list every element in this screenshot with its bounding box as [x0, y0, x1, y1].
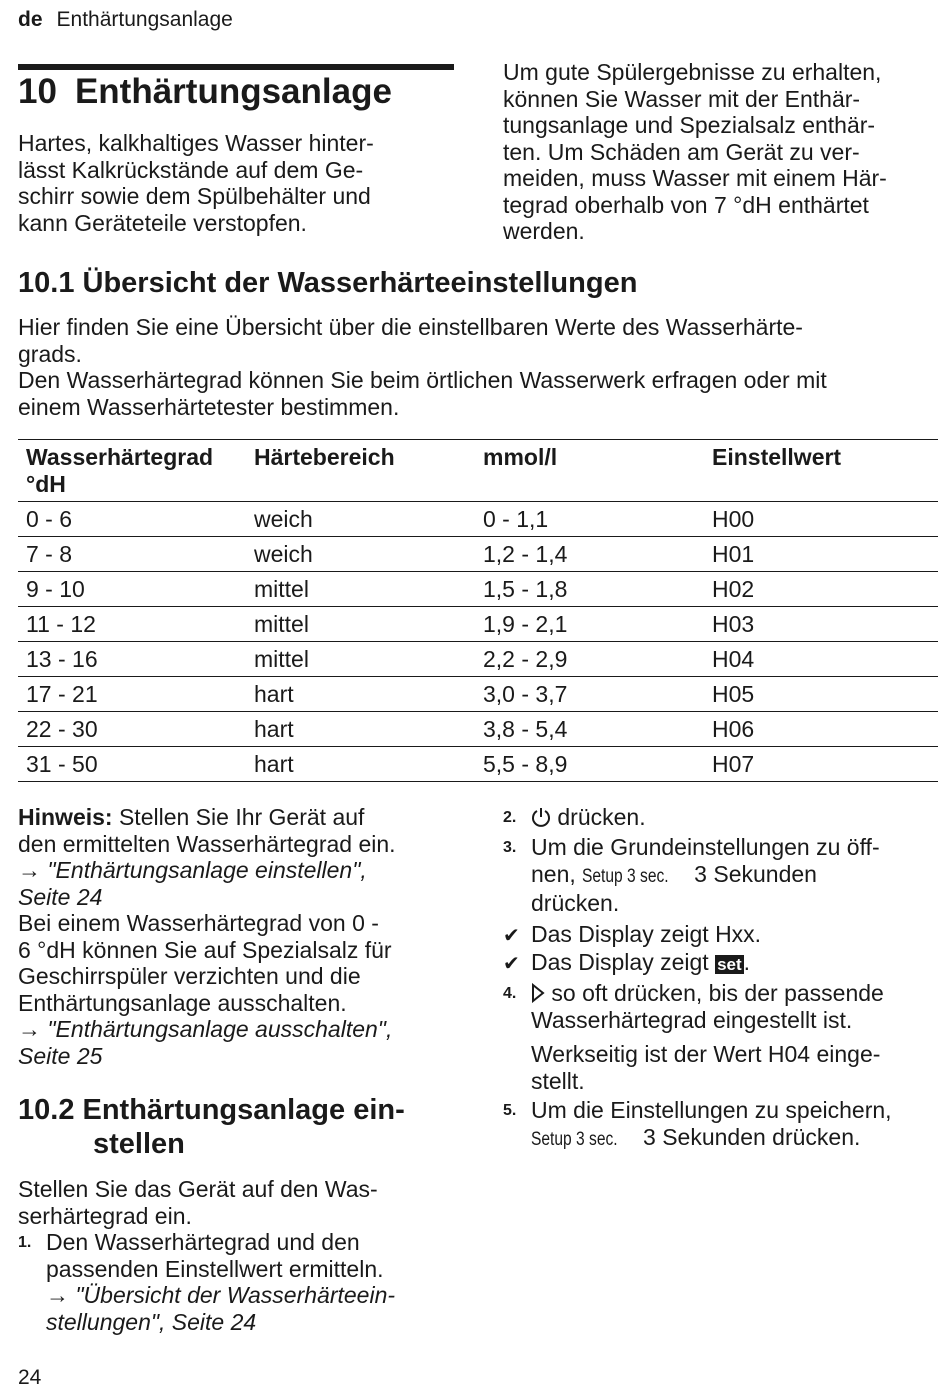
table-cell: 3,8 - 5,4: [475, 712, 704, 747]
step-text: Den Wasserhärtegrad und den passenden Einstellwert ermitteln. → "Übersicht der Wasserhärteein- stellungen", Seite 24: [46, 1229, 396, 1335]
table-cell: 22 - 30: [18, 712, 246, 747]
arrow-right-icon: →: [46, 1282, 69, 1308]
table-cell: 3,0 - 3,7: [475, 677, 704, 712]
table-row: [18, 502, 938, 537]
table-cell: 11 - 12: [18, 607, 246, 642]
running-header: [18, 8, 233, 32]
triangle-right-icon: [531, 983, 545, 1003]
table-cell: H03: [704, 607, 938, 642]
step-5: 5. Um die Einstellungen zu speichern, Setup 3 sec. 3 Sekunden drücken.: [503, 1097, 943, 1157]
header-title: Enthärtungsanlage: [56, 8, 233, 31]
cross-reference-link[interactable]: → "Enthärtungsanlage einstellen", Seite 24: [18, 857, 367, 910]
table-cell: hart: [246, 747, 475, 782]
table-cell: 2,2 - 2,9: [475, 642, 704, 677]
table-cell: 1,9 - 2,1: [475, 607, 704, 642]
table-header-cell: Einstellwert: [712, 444, 842, 470]
table-cell: H06: [704, 712, 938, 747]
intro-right: Um gute Spülergebnisse zu erhalten, können Sie Wasser mit der Enthär- tungsanlage und Spezialsalz enthär- ten. Um Schäden am Gerät zu ver- meiden, muss Wasser mit einem Här- tegrad oberhalb von 7 °dH enthärtet werden.: [503, 59, 887, 244]
step-number: 5.: [503, 1102, 517, 1119]
table-cell: hart: [246, 712, 475, 747]
heading-rule: [18, 64, 454, 70]
table-cell: H00: [704, 502, 938, 537]
step-number: 2.: [503, 809, 517, 826]
table-cell: 5,5 - 8,9: [475, 747, 704, 782]
section-title: Enthärtungsanlage: [74, 72, 392, 111]
result-check-1: ✔ Das Display zeigt Hxx.: [503, 921, 943, 949]
table-cell: H07: [704, 747, 938, 782]
table-cell: mittel: [246, 607, 475, 642]
table-cell: 0 - 6: [18, 502, 246, 537]
setup-button-label: Setup 3 sec.: [582, 865, 669, 887]
subsection-heading-10-2: 10.2 Enthärtungsanlage ein- stellen: [18, 1094, 405, 1160]
table-cell: 1,5 - 1,8: [475, 572, 704, 607]
table-cell: 9 - 10: [18, 572, 246, 607]
table-cell: 31 - 50: [18, 747, 246, 782]
step-number: 4.: [503, 985, 517, 1002]
language-tag: de: [18, 8, 43, 31]
table-cell: weich: [246, 537, 475, 572]
page-number: 24: [18, 1366, 42, 1389]
table-header-cell: Wasserhärtegrad °dH: [26, 444, 214, 497]
checkmark-icon: ✔: [503, 925, 520, 947]
cross-reference-link[interactable]: → "Enthärtungsanlage ausschalten", Seite 25: [18, 1016, 393, 1069]
result-check-2: ✔ Das Display zeigt set.: [503, 949, 943, 977]
table-row: [18, 712, 938, 747]
table-cell: H02: [704, 572, 938, 607]
step-number: 1.: [18, 1234, 32, 1251]
table-header-row: [18, 440, 938, 502]
table-cell: 0 - 1,1: [475, 502, 704, 537]
overview-text: Hier finden Sie eine Übersicht über die einstellbaren Werte des Wasserhärte- grads. Den Wasserhärtegrad können Sie beim örtlichen Wasserwerk erfragen oder mit einem Wasserhärtetester bestimmen.: [18, 314, 827, 420]
table-cell: H05: [704, 677, 938, 712]
table-row: [18, 642, 938, 677]
checkmark-icon: ✔: [503, 953, 520, 975]
step-number: 3.: [503, 839, 517, 856]
hinweis-block: Hinweis: Stellen Sie Ihr Gerät auf den ermittelten Wasserhärtegrad ein. → "Enthärtungsanlage einstellen", Seite 24 Bei einem Wasserhärtegrad von 0 - 6 °dH können Sie auf Spezialsalz für Geschirrspüler verzichten und die Enthärtungsanlage ausschalten. → "Enthärtungsanlage ausschalten", Seite 25: [18, 804, 396, 1069]
table-cell: 13 - 16: [18, 642, 246, 677]
section-heading: [18, 72, 392, 112]
step-4: 4. so oft drücken, bis der passende Wasserhärtegrad eingestellt ist. Werkseitig ist der Wert H04 einge- stellt.: [503, 980, 884, 1094]
arrow-right-icon: →: [18, 1016, 41, 1042]
cross-reference-link[interactable]: → "Übersicht der Wasserhärteein- stellungen", Seite 24: [46, 1282, 396, 1335]
table-cell: H01: [704, 537, 938, 572]
set-display-badge: set: [717, 955, 742, 974]
table-cell: weich: [246, 502, 475, 537]
step-3: 3. Um die Grundeinstellungen zu öff- nen, Setup 3 sec. 3 Sekunden drücken.: [503, 834, 880, 916]
table-cell: H04: [704, 642, 938, 677]
table-header-cell: mmol/l: [483, 444, 558, 470]
table-cell: hart: [246, 677, 475, 712]
power-icon: [531, 806, 551, 828]
arrow-right-icon: →: [18, 857, 41, 883]
subsection-heading-10-1: 10.1 Übersicht der Wasserhärteeinstellungen: [18, 267, 638, 299]
table-row: [18, 537, 938, 572]
table-row: [18, 677, 938, 712]
step-1: [18, 1229, 458, 1339]
table-header-cell: Härtebereich: [254, 444, 395, 470]
step-2: 2. drücken.: [503, 804, 646, 830]
hinweis-label: Hinweis:: [18, 804, 113, 830]
table-cell: mittel: [246, 642, 475, 677]
table-row: [18, 572, 938, 607]
setup-button-label: Setup 3 sec.: [531, 1128, 618, 1150]
table-cell: mittel: [246, 572, 475, 607]
table-cell: 1,2 - 1,4: [475, 537, 704, 572]
table-row: [18, 747, 938, 782]
table-cell: 17 - 21: [18, 677, 246, 712]
intro-left: Hartes, kalkhaltiges Wasser hinter- lässt Kalkrückstände auf dem Ge- schirr sowie dem Spülbehälter und kann Geräteteile verstopfen.: [18, 130, 374, 236]
table-cell: 7 - 8: [18, 537, 246, 572]
table-row: [18, 607, 938, 642]
water-hardness-table: [18, 439, 938, 782]
section-10-2-intro: Stellen Sie das Gerät auf den Was- serhärtegrad ein.: [18, 1176, 378, 1229]
section-number: 10: [18, 72, 57, 111]
